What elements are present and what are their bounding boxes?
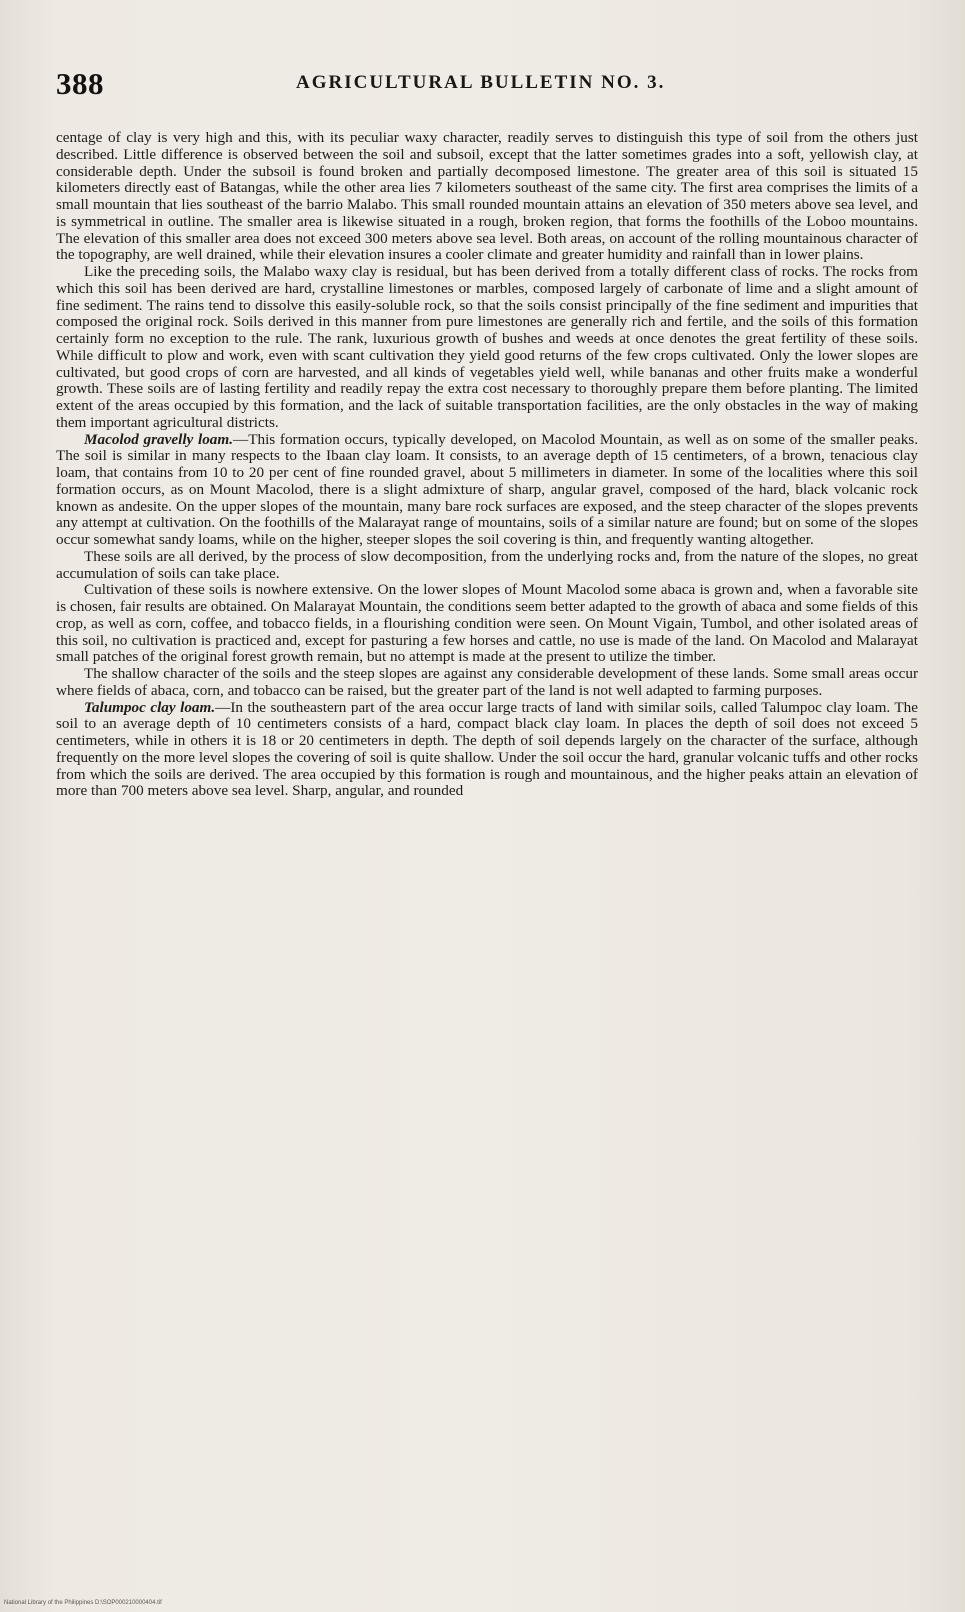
paragraph-text: Cultivation of these soils is nowhere extensive. On the lower slopes of Mount Macolod some abaca is grown and, when a favorable site is chosen, fair results are obtained. On Malarayat Mountain, the conditions seem better adapted to the growth of abaca and some fields of this crop, as well as corn, coffee, and tobacco fields, in a flourishing condition were seen. On Mount Vigain, Tumbol, and other isolated areas of this soil, no cultivation is practiced and, except for pasturing a few horses and cattle, no use is made of the land. On Macolod and Malarayat small patches of the original forest growth remain, but no attempt is made at the present to utilize the timber. (56, 581, 918, 666)
page-header (56, 66, 916, 106)
paragraph-text: These soils are all derived, by the process of slow decomposition, from the underlying rocks and, from the nature of the slopes, no great accumulation of soils can take place. (56, 547, 918, 582)
paragraph-macolod-derivation (56, 549, 918, 583)
paragraph-macolod-cultivation (56, 582, 918, 666)
body-text (56, 130, 918, 800)
paragraph-macolod-gravelly-loam (56, 432, 918, 549)
paragraph-text: —In the southeastern part of the area occur large tracts of land with similar soils, called Talumpoc clay loam. The soil to an average depth of 10 centimeters consists of a hard, compact black clay loam. In places the depth of soil does not exceed 5 centimeters, while in others it is 18 or 20 centimeters in depth. The depth of soil depends largely on the character of the surface, although frequently on the more level slopes the covering of soil is quite shallow. Under the soil occur the hard, granular volcanic tuffs and other rocks from which the soils are derived. The area occupied by this formation is rough and mountainous, and the higher peaks attain an elevation of more than 700 meters above sea level. Sharp, angular, and rounded (56, 698, 918, 800)
paragraph-text: —This formation occurs, typically developed, on Macolod Mountain, as well as on some of the smaller peaks. The soil is similar in many respects to the Ibaan clay loam. It consists, to an average depth of 15 centimeters, of a brown, tenacious clay loam, that contains from 10 to 20 per cent of fine rounded gravel, about 5 millimeters in diameter. In some of the localities where this soil formation occurs, as on Mount Macolod, there is a slight admixture of sharp, angular gravel, composed of the hard, black volcanic rock known as andesite. On the upper slopes of the mountain, many bare rock surfaces are exposed, and the steep character of the slopes prevents any attempt at cultivation. On the foothills of the Malarayat range of mountains, soils of a similar nature are found; but on some of the slopes occur somewhat sandy loams, while on the higher, steeper slopes the soil covering is thin, and frequently wanting altogether. (56, 430, 918, 548)
paragraph-text: Like the preceding soils, the Malabo waxy clay is residual, but has been derived from a totally different class of rocks. The rocks from which this soil has been derived are hard, crystalline limestones or marbles, composed largely of carbonate of lime and a slight amount of fine sediment. The rains tend to dissolve this easily-soluble rock, so that the soils consist principally of the fine sediment and impurities that composed the original rock. Soils derived in this manner from pure limestones are generally rich and fertile, and the soils of this formation certainly form no exception to the rule. The rank, luxurious growth of bushes and weeds at once denotes the great fertility of these soils. While difficult to plow and work, even with scant cultivation they yield good returns of the few crops cultivated. Only the lower slopes are cultivated, but good crops of corn are harvested, and all kinds of vegetables yield well, while bananas and other fruits make a wonderful growth. These soils are of lasting fertility and readily repay the extra cost necessary to thoroughly prepare them before planting. The limited extent of the areas occupied by this formation, and the lack of suitable transportation facilities, are the only obstacles in the way of making them important agricultural districts. (56, 263, 918, 431)
paragraph-malabo-description (56, 130, 918, 264)
running-head: AGRICULTURAL BULLETIN NO. 3. (296, 72, 666, 93)
section-heading: Macolod gravelly loam. (84, 430, 234, 448)
section-heading: Talumpoc clay loam. (84, 698, 216, 716)
paragraph-malabo-origin (56, 264, 918, 432)
paragraph-text: centage of clay is very high and this, with its peculiar waxy character, readily serves to distinguish this type of soil from the others just described. Little difference is observed between the soil and subsoil, except that the latter sometimes grades into a soft, yellowish clay, at considerable depth. Under the subsoil is found broken and partially decomposed limestone. The greater area of this soil is situated 15 kilometers directly east of Batangas, while the other area lies 7 kilometers southeast of the same city. The first area comprises the limits of a small mountain that lies southeast of the barrio Malabo. This small rounded mountain attains an elevation of 350 meters above sea level, and is symmetrical in outline. The smaller area is likewise situated in a rough, broken region, that forms the foothills of the Loboo mountains. The elevation of this smaller area does not exceed 300 meters above sea level. Both areas, on account of the rolling mountainous character of the topography, are well drained, while their elevation insures a cooler climate and greater humidity and rainfall than in lower plains. (56, 129, 918, 264)
page-number: 388 (56, 66, 104, 101)
paragraph-text: The shallow character of the soils and the steep slopes are against any considerable development of these lands. Some small areas occur where fields of abaca, corn, and tobacco can be raised, but the greater part of the land is not well adapted to farming purposes. (56, 665, 918, 699)
paragraph-talumpoc-clay-loam (56, 700, 918, 801)
scan-footer: National Library of the Philippines D:\SOP000210000404.tif (4, 1600, 162, 1606)
paragraph-macolod-development (56, 666, 918, 700)
